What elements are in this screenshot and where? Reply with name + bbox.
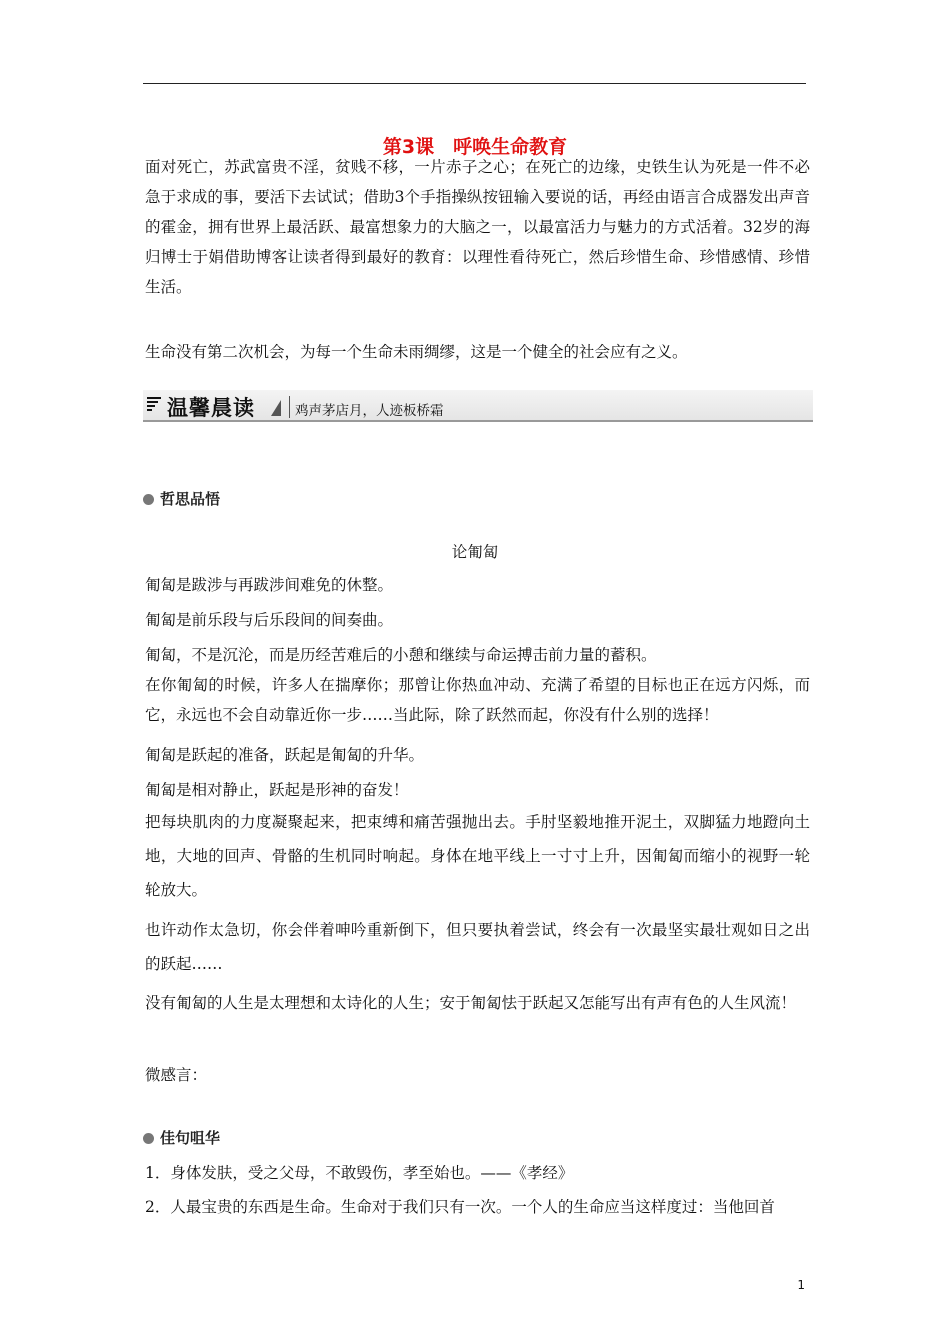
intro-paragraph-2: 生命没有第二次机会，为每一个生命未雨绸缪，这是一个健全的社会应有之义。 bbox=[145, 343, 688, 361]
lesson-title: 第3课 呼唤生命教育 bbox=[382, 136, 568, 158]
poem-line: 匍匐是前乐段与后乐段间的间奏曲。 bbox=[145, 611, 394, 629]
reflection-label: 微感言： bbox=[145, 1066, 208, 1084]
poem-paragraph: 没有匍匐的人生是太理想和太诗化的人生；安于匍匐怯于跃起又怎能写出有声有色的人生风流！ bbox=[145, 994, 797, 1012]
poem-title: 论匍匐 bbox=[451, 543, 499, 561]
banner-subtitle: 鸡声茅店月，人迹板桥霜 bbox=[295, 403, 444, 419]
section-heading-text: 哲思品悟 bbox=[160, 490, 221, 508]
poem-paragraph: 也许动作太急切，你会伴着呻吟重新倒下，但只要执着尝试，终会有一次最坚实最壮观如日之出的跃起…… bbox=[145, 921, 810, 973]
poem-line: 匍匐是跃起的准备，跃起是匍匐的升华。 bbox=[145, 746, 425, 764]
bullet-dot-icon bbox=[143, 494, 154, 505]
banner-title: 温馨晨读 bbox=[167, 396, 255, 420]
banner-divider bbox=[289, 396, 290, 418]
poem-paragraph: 把每块肌肉的力度凝聚起来，把束缚和痛苦强抛出去。手肘坚毅地推开泥土，双脚猛力地蹬向土地，大地的回声、骨骼的生机同时响起。身体在地平线上一寸寸上升，因匍匐而缩小的视野一轮轮放大。 bbox=[145, 813, 810, 899]
page-number: 1 bbox=[797, 1278, 805, 1292]
header-rule bbox=[143, 83, 806, 84]
banner-stripes-icon bbox=[147, 397, 161, 415]
morning-reading-banner bbox=[143, 390, 813, 430]
section-heading-text: 佳句咀华 bbox=[160, 1129, 221, 1147]
intro-paragraph-1: 面对死亡，苏武富贵不淫，贫贱不移，一片赤子之心；在死亡的边缘，史铁生认为死是一件不必急于求成的事，要活下去试试；借助3个手指操纵按钮输入要说的话，再经由语言合成器发出声音的霍金，拥有世界上最活跃、最富想象力的大脑之一，以最富活力与魅力的方式活着。32岁的海归博士于娟借助博客让读者得到最好的教育：以理性看待死亡，然后珍惜生命、珍惜感情、珍惜生活。 bbox=[145, 158, 810, 296]
bullet-dot-icon bbox=[143, 1133, 154, 1144]
quote-item: 1．身体发肤，受之父母，不敢毁伤，孝至始也。——《孝经》 bbox=[145, 1164, 574, 1182]
quote-item: 2．人最宝贵的东西是生命。生命对于我们只有一次。一个人的生命应当这样度过：当他回首 bbox=[145, 1198, 775, 1216]
banner-triangle-icon bbox=[271, 400, 281, 416]
poem-line: 匍匐是跋涉与再跋涉间难免的休整。 bbox=[145, 576, 394, 594]
poem-paragraph: 在你匍匐的时候，许多人在揣摩你；那曾让你热血冲动、充满了希望的目标也正在远方闪烁，而它，永远也不会自动靠近你一步……当此际，除了跃然而起，你没有什么别的选择！ bbox=[145, 676, 810, 724]
poem-line: 匍匐，不是沉沦，而是历经苦难后的小憩和继续与命运搏击前力量的蓄积。 bbox=[145, 646, 657, 664]
section-heading-philosophy bbox=[143, 488, 220, 509]
section-heading-quotes bbox=[143, 1127, 220, 1148]
poem-line: 匍匐是相对静止，跃起是形神的奋发！ bbox=[145, 781, 409, 799]
